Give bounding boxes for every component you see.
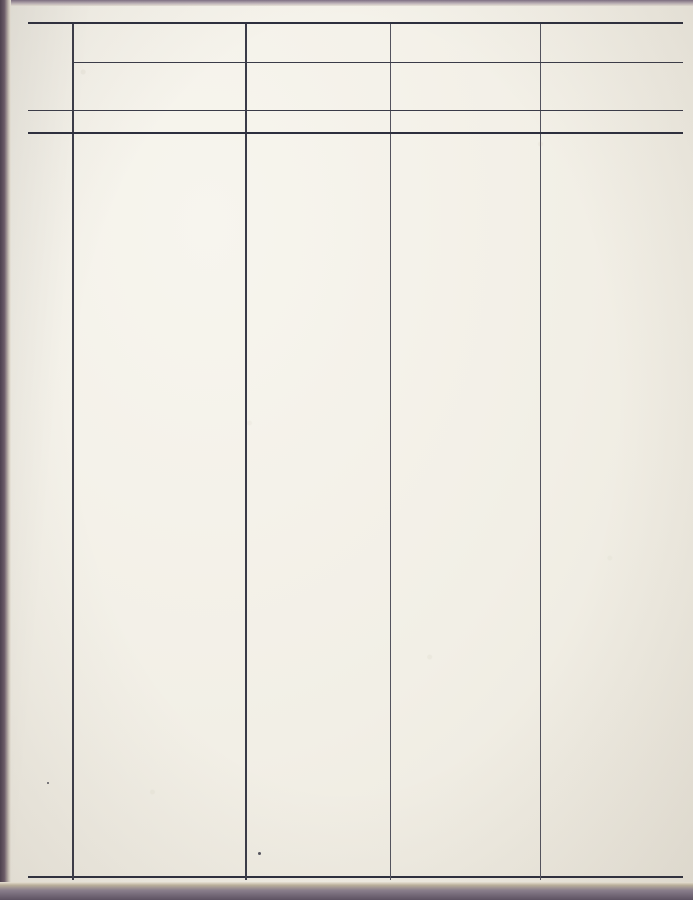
paper-speck bbox=[47, 782, 49, 784]
page-binding-gutter bbox=[0, 0, 11, 900]
paper-speck bbox=[258, 852, 261, 855]
column-divider-4 bbox=[540, 24, 541, 880]
column-divider-3 bbox=[390, 24, 391, 880]
header-rule-labels bbox=[28, 110, 683, 111]
page-top-edge bbox=[0, 0, 693, 6]
page-bottom-edge bbox=[0, 882, 693, 900]
header-rule-title bbox=[72, 62, 683, 63]
column-divider-2 bbox=[245, 24, 247, 880]
records-table bbox=[28, 22, 683, 878]
header-rule-numbers bbox=[28, 132, 683, 134]
column-divider-1 bbox=[72, 24, 74, 880]
